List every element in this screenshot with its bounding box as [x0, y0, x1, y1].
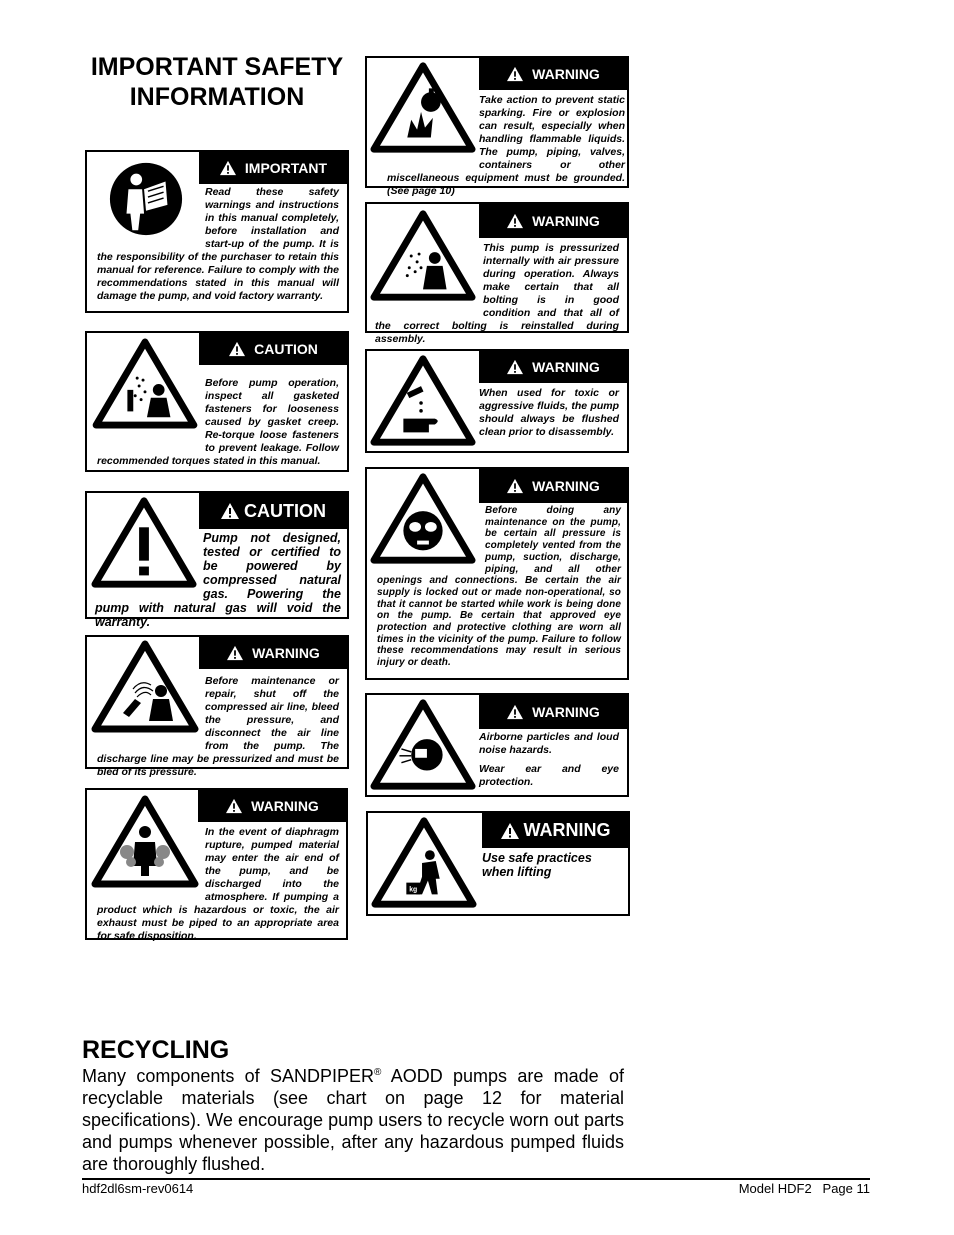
warning-static-text: Take action to prevent static sparking. Fire or explosion can result, especially when handling flammable liquids. The pump, piping, valves, containers or other miscellaneous equipment must be grounded. (See page 10) — [387, 94, 625, 197]
caution-gasket-card — [85, 331, 349, 472]
warning-triangle-icon — [226, 645, 244, 661]
banner-label: WARNING — [251, 798, 319, 814]
warning-triangle-icon — [506, 359, 524, 375]
warning-vent-text: Before doing any maintenance on the pump, be certain all pressure is completely vented from the pump, suction, discharge, piping, and all other openings and connections. Be certain the air supply is locked out or made non-operational, so that it cannot be started while work is being done on the pump. Be certain that approved eye protection and protective clothing are worn all times in the vicinity of the pump. Failure to follow these recommendations may result in serious injury or death. — [377, 505, 621, 669]
warning-triangle-icon — [506, 66, 524, 82]
banner-label: IMPORTANT — [244, 160, 328, 176]
warning-triangle-icon — [506, 478, 524, 494]
recycling-title: RECYCLING — [82, 1036, 230, 1064]
read-manual-icon — [107, 160, 185, 238]
banner-label: WARNING — [532, 478, 600, 494]
warning-diaphragm-card — [85, 788, 348, 940]
warning-banner — [479, 469, 627, 503]
warning-banner — [479, 695, 627, 729]
warning-banner — [482, 813, 628, 848]
banner-label: WARNING — [532, 704, 600, 720]
warning-triangle-icon — [225, 798, 243, 814]
warning-triangle-icon — [506, 213, 524, 229]
recycling-text: Many components of SANDPIPER® AODD pumps are made of recyclable materials (see chart on page 12 for material specifications). We encourage pump users to recycle worn out parts and pumps whenever possible, after any hazardous pumped fluids are thoroughly flushed. — [82, 1066, 624, 1174]
caution-banner — [199, 333, 347, 365]
corrosive-hand-icon — [370, 355, 476, 447]
warning-lifting-text: Use safe practices when lifting — [482, 851, 592, 879]
important-banner — [199, 152, 347, 184]
banner-label: WARNING — [252, 645, 320, 661]
footer-doc-id: hdf2dl6sm-rev0614 — [82, 1181, 194, 1196]
warning-triangle-icon — [500, 822, 520, 840]
banner-label: WARNING — [523, 820, 611, 840]
kg-label: kg — [409, 886, 418, 894]
footer-rule — [82, 1178, 870, 1180]
warning-maintenance-card — [85, 635, 349, 778]
footer-model-page: Model HDF2 Page 11 — [738, 1181, 870, 1196]
warning-noise-text-2: Wear ear and eye protection. — [479, 763, 619, 788]
warning-banner — [198, 790, 346, 822]
banner-label: CAUTION — [254, 341, 318, 357]
warning-triangle-icon — [506, 704, 524, 720]
banner-label: WARNING — [532, 66, 600, 82]
banner-label: WARNING — [532, 213, 600, 229]
warning-noise-card — [365, 693, 629, 797]
important-text: Read these safety warnings and instructions in this manual completely, before installation and start-up of the pump. It is the responsibility of the purchaser to retain this manual for reference. Failure to comply with the recommendations stated in this manual will damage the pump, and void factory warranty. — [97, 186, 339, 302]
warning-banner — [199, 637, 347, 669]
lifting-icon — [371, 817, 477, 909]
caution-gas-card — [85, 491, 349, 629]
warning-pressurized-card — [365, 202, 629, 345]
banner-label: CAUTION — [244, 500, 326, 521]
warning-banner — [479, 58, 627, 90]
warning-banner — [479, 351, 627, 383]
warning-toxic-card — [365, 349, 629, 453]
page-title: IMPORTANT SAFETY INFORMATION — [90, 53, 344, 111]
warning-static-card — [365, 56, 629, 197]
important-card — [85, 150, 349, 313]
banner-label: WARNING — [532, 359, 600, 375]
warning-toxic-text: When used for toxic or aggressive fluids, the pump should always be flushed clean prior to disassembly. — [479, 387, 619, 438]
caution-gasket-text: Before pump operation, inspect all gasketed fasteners for looseness caused by gasket creep. Re-torque loose fasteners to prevent leakage. Follow recommended torques stated in this manual. — [97, 377, 339, 467]
warning-triangle-icon — [228, 341, 246, 357]
caution-banner — [199, 493, 347, 529]
warning-noise-text: Airborne particles and loud noise hazards. — [479, 731, 619, 756]
warning-triangle-icon — [220, 502, 240, 520]
warning-vent-card — [365, 467, 629, 680]
ear-eye-protection-icon — [370, 699, 476, 791]
caution-gas-text: Pump not designed, tested or certified to be powered by compressed natural gas. Powering the pump with natural gas will void the warranty. — [95, 531, 341, 629]
warning-pressurized-text: This pump is pressurized internally with air pressure during operation. Always make certain that all bolting is in good condition and that all of the correct bolting is reinstalled during assembly. — [375, 242, 619, 345]
warning-triangle-icon — [219, 160, 237, 176]
warning-banner — [479, 204, 627, 238]
warning-diaphragm-text: In the event of diaphragm rupture, pumped material may enter the air end of the pump, and be discharged into the atmosphere. If pumping a product which is hazardous or toxic, the air exhaust must be piped to an appropriate area for safe disposition. — [97, 826, 339, 942]
warning-maintenance-text: Before maintenance or repair, shut off the compressed air line, bleed the pressure, and disconnect the air line from the pump. The discharge line may be pressurized and must be bled of its pressure. — [97, 675, 339, 778]
warning-lifting-card — [366, 811, 630, 916]
